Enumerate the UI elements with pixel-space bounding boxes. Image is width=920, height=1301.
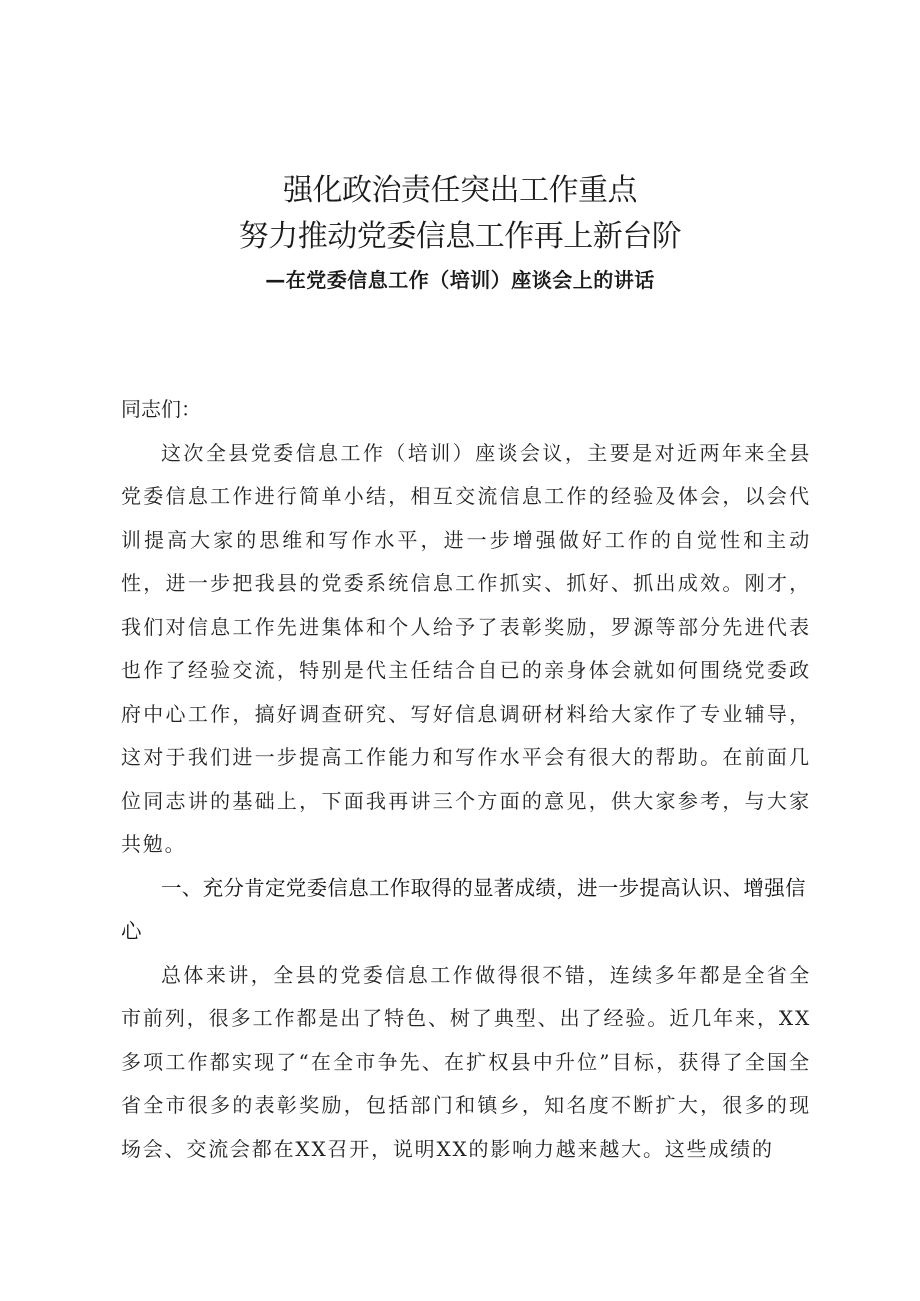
document-title-line-2: 努力推动党委信息工作再上新台阶 <box>238 219 682 254</box>
salutation: 同志们： <box>121 397 201 421</box>
document-title-line-1: 强化政治责任突出工作重点 <box>283 173 637 208</box>
document-subtitle: —在党委信息工作（培训）座谈会上的讲话 <box>265 268 655 292</box>
section-heading-1: 一、充分肯定党委信息工作取得的显著成绩，进一步提高认识、增强信心 <box>121 875 806 943</box>
paragraph-section-1: 总体来讲，全县的党委信息工作做得很不错，连续多年都是全省全市前列，很多工作都是出了特色、树了典型、出了经验。近几年来，XX多项工作都实现了“在全市争先、在扩权县中升位”目标，获得了全国全省全市很多的表彰奖励，包括部门和镇乡，知名度不断扩大，很多的现场会、交流会都在XX召开，说明XX的影响力越来越大。这些成绩的 <box>121 962 811 1161</box>
paragraph-intro: 这次全县党委信息工作（培训）座谈会议，主要是对近两年来全县党委信息工作进行简单小结，相互交流信息工作的经验及体会，以会代训提高大家的思维和写作水平，进一步增强做好工作的自觉性和主动性，进一步把我县的党委系统信息工作抓实、抓好、抓出成效。刚才，我们对信息工作先进集体和个人给予了表彰奖励，罗源等部分先进代表也作了经验交流，特别是代主任结合自已的亲身体会就如何围绕党委政府中心工作，搞好调查研究、写好信息调研材料给大家作了专业辅导，这对于我们进一步提高工作能力和写作水平会有很大的帮助。在前面几位同志讲的基础上，下面我再讲三个方面的意见，供大家参考，与大家共勉。 <box>121 440 811 856</box>
title-block <box>0 168 920 300</box>
document-body <box>121 388 811 1171</box>
